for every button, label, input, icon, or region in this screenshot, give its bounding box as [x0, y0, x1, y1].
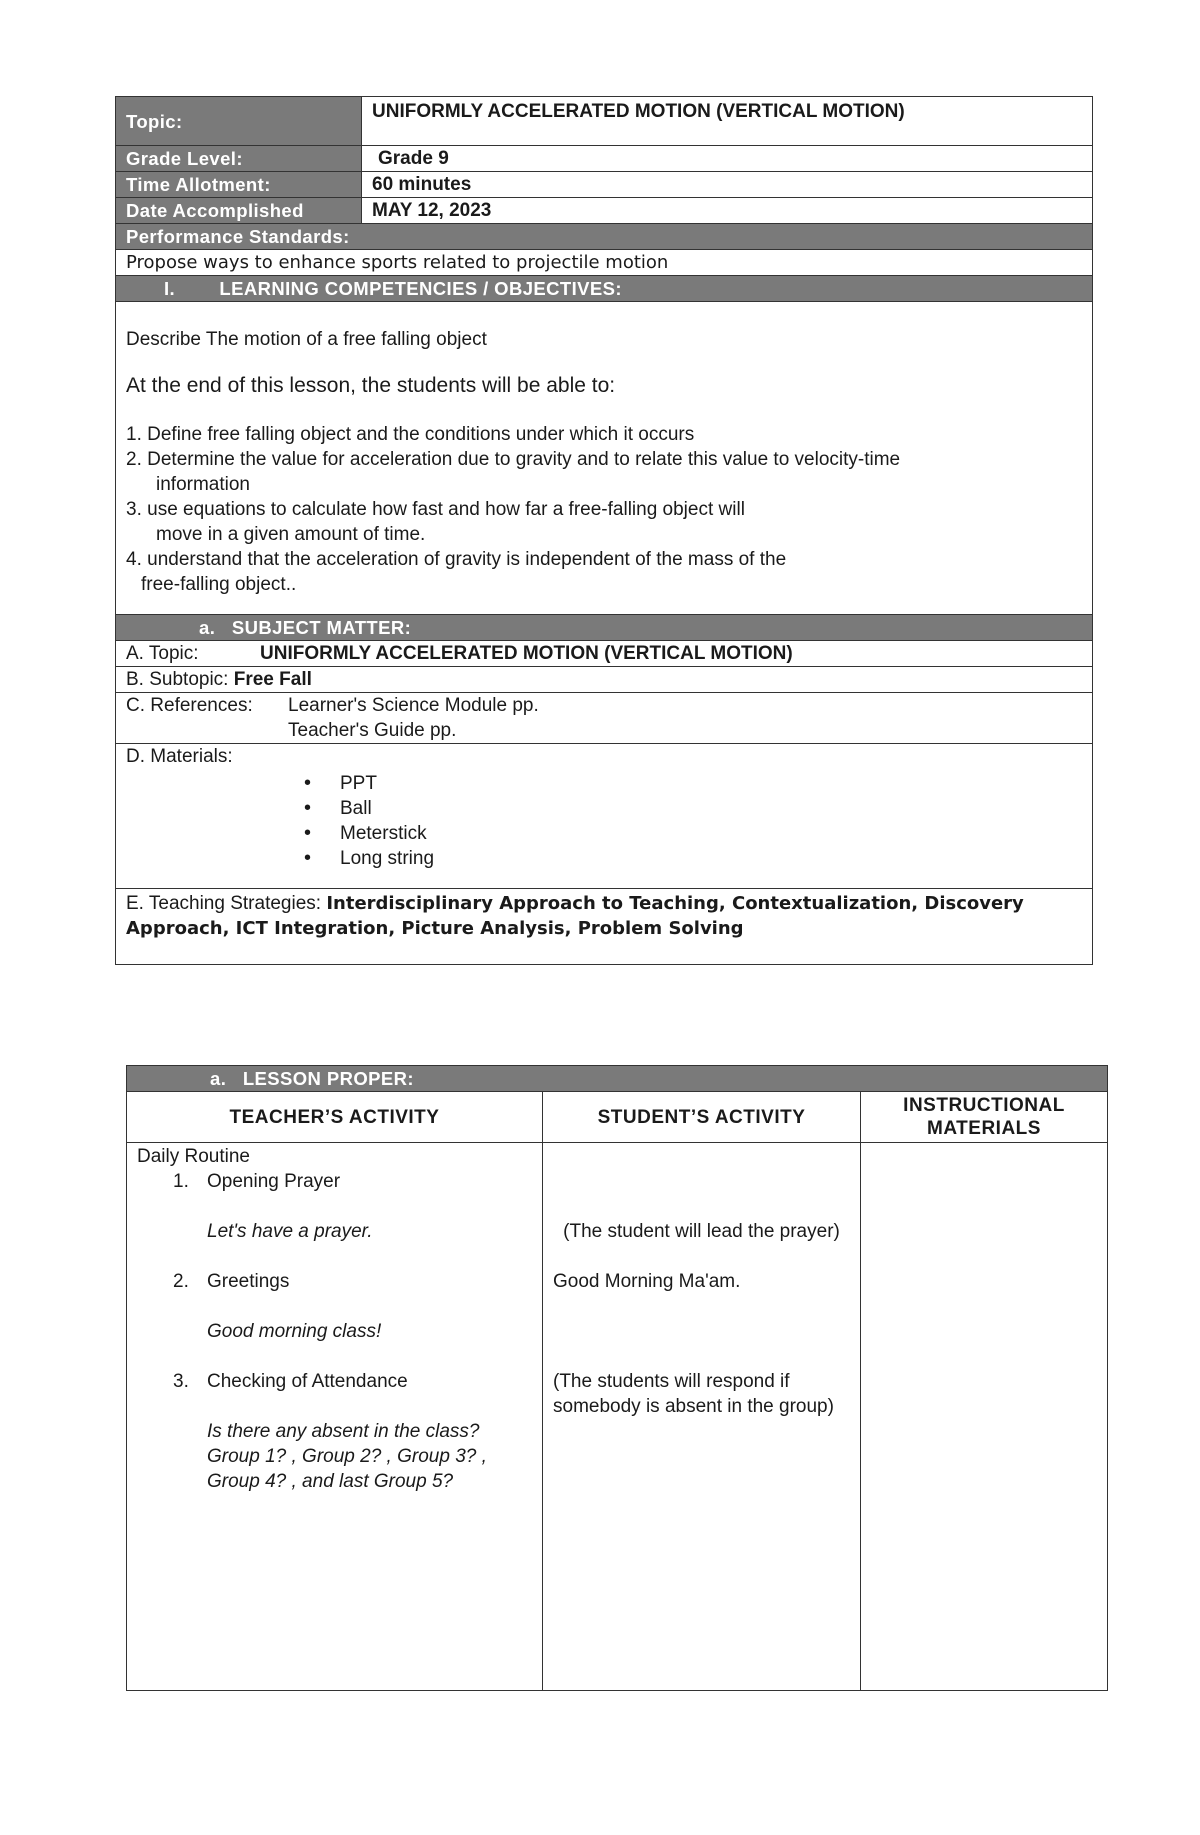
- item-number: 1.: [173, 1171, 189, 1192]
- objective-2-cont: information: [156, 474, 250, 495]
- objective-3: 3. use equations to calculate how fast and how far a free-falling object will: [126, 499, 745, 520]
- material-item: • Long string: [304, 846, 1082, 871]
- subtopic-row: [116, 667, 1093, 693]
- materials-list: [126, 771, 1082, 871]
- lesson-proper-table: [126, 1065, 1108, 1691]
- materials-label: D. Materials:: [126, 746, 233, 767]
- time-label: Time Allotment:: [116, 172, 362, 198]
- references-row: [116, 693, 1093, 744]
- item-number: 2.: [173, 1271, 189, 1292]
- date-value: MAY 12, 2023: [362, 198, 1093, 224]
- student-response-prayer: (The student will lead the prayer): [563, 1221, 840, 1242]
- date-label: Date Accomplished: [116, 198, 362, 224]
- describe-text: Describe The motion of a free falling object: [126, 329, 487, 350]
- materials-row: [116, 744, 1093, 889]
- strategies-value: Interdisciplinary Approach to Teaching, Contextualization, Discovery Approach, ICT Integration, Picture Analysis, Problem Solving: [126, 893, 1024, 939]
- grade-label: Grade Level:: [116, 146, 362, 172]
- subject-matter-header: a. SUBJECT MATTER:: [116, 615, 1093, 641]
- objective-2: 2. Determine the value for acceleration due to gravity and to relate this value to velocity-time: [126, 449, 901, 470]
- objectives-intro: At the end of this lesson, the students will be able to:: [126, 374, 616, 397]
- item-number: 3.: [173, 1371, 189, 1392]
- subtopic-label: B. Subtopic:: [126, 669, 229, 690]
- objective-1: 1. Define free falling object and the conditions under which it occurs: [126, 424, 695, 445]
- daily-routine-label: Daily Routine: [137, 1146, 250, 1167]
- student-activity-cell: [543, 1143, 861, 1691]
- strategies-label: E. Teaching Strategies:: [126, 893, 322, 914]
- material-item: • Meterstick: [304, 821, 1082, 846]
- student-activity-header: STUDENT’S ACTIVITY: [543, 1092, 861, 1143]
- reference-1: Learner's Science Module pp.: [288, 695, 539, 716]
- student-response-greeting: Good Morning Ma'am.: [553, 1271, 741, 1292]
- subject-topic-row: [116, 641, 1093, 667]
- prayer-line: Let's have a prayer.: [207, 1221, 373, 1242]
- lesson-info-table: [115, 96, 1093, 965]
- student-response-attendance: (The students will respond if somebody is absent in the group): [553, 1371, 834, 1417]
- instructional-materials-cell: [861, 1143, 1108, 1691]
- strategies-row: [116, 889, 1093, 965]
- topic-label: Topic:: [116, 97, 362, 146]
- objectives-cell: [116, 302, 1093, 615]
- grade-value: Grade 9: [362, 146, 1093, 172]
- performance-standards-value: Propose ways to enhance sports related to projectile motion: [116, 250, 1093, 276]
- topic-value: UNIFORMLY ACCELERATED MOTION (VERTICAL MOTION): [362, 97, 1093, 146]
- material-item: • PPT: [304, 771, 1082, 796]
- teacher-activity-header: TEACHER’S ACTIVITY: [127, 1092, 543, 1143]
- greetings-label: Greetings: [207, 1271, 290, 1292]
- material-item: • Ball: [304, 796, 1082, 821]
- learning-competencies-header: I. LEARNING COMPETENCIES / OBJECTIVES:: [116, 276, 1093, 302]
- attendance-label: Checking of Attendance: [207, 1371, 408, 1392]
- objective-4-cont: free-falling object..: [141, 574, 297, 595]
- objective-3-cont: move in a given amount of time.: [156, 524, 426, 545]
- instructional-materials-header: INSTRUCTIONAL MATERIALS: [861, 1092, 1108, 1143]
- lesson-proper-header: a. LESSON PROPER:: [127, 1066, 1108, 1092]
- reference-2: Teacher's Guide pp.: [288, 720, 457, 741]
- subtopic-value: Free Fall: [233, 669, 312, 690]
- subject-topic-value: UNIFORMLY ACCELERATED MOTION (VERTICAL MOTION): [260, 643, 793, 664]
- teacher-activity-cell: [127, 1143, 543, 1691]
- objective-4: 4. understand that the acceleration of gravity is independent of the mass of the: [126, 549, 787, 570]
- performance-standards-label: Performance Standards:: [116, 224, 1093, 250]
- attendance-line: Is there any absent in the class? Group 1? , Group 2? , Group 3? , Group 4? , and last Group 5?: [207, 1421, 487, 1492]
- references-label: C. References:: [126, 695, 253, 716]
- time-value: 60 minutes: [362, 172, 1093, 198]
- subject-topic-label: A. Topic:: [126, 643, 199, 664]
- greeting-line: Good morning class!: [207, 1321, 382, 1342]
- opening-prayer-label: Opening Prayer: [207, 1171, 341, 1192]
